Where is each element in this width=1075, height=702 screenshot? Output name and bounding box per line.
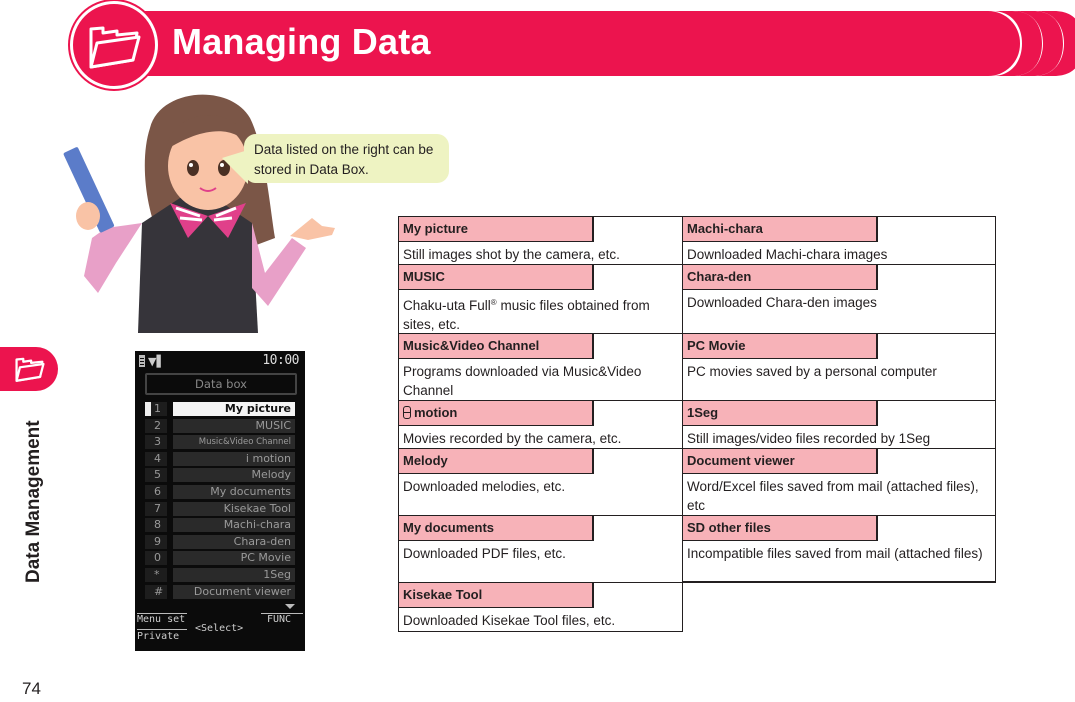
softkey-private[interactable]: Private (137, 631, 180, 642)
menu-key: 9 (145, 535, 167, 549)
menu-key: 5 (145, 468, 167, 482)
menu-item-i-motion[interactable] (145, 451, 297, 468)
menu-item-label: My picture (173, 402, 295, 416)
screen-title: Data box (145, 373, 297, 395)
menu-item-music-video-channel[interactable] (145, 434, 297, 451)
section-label: Data Management (23, 420, 44, 583)
softkey-menu-set[interactable]: Menu set (137, 614, 186, 625)
table-cell-melody (398, 448, 683, 516)
softkey-divider (137, 629, 187, 630)
cell-header: PC Movie (683, 334, 878, 359)
menu-item-label: Music&Video Channel (173, 435, 295, 449)
table-cell-1seg (682, 400, 996, 449)
folder-badge (70, 1, 158, 89)
menu-item-my-picture[interactable] (145, 401, 297, 418)
phone-screen-data-box (135, 351, 305, 651)
menu-item-pc-movie[interactable] (145, 550, 297, 567)
menu-item-label: 1Seg (173, 568, 295, 582)
cell-header: Music&Video Channel (399, 334, 594, 359)
cell-header: Document viewer (683, 449, 878, 474)
menu-key: 2 (145, 419, 167, 433)
softkey-func[interactable]: FUNC (267, 614, 292, 625)
cell-header: Machi-chara (683, 217, 878, 242)
menu-key: 7 (145, 502, 167, 516)
cell-description: Programs downloaded via Music&Video Channel (403, 364, 642, 398)
page-number: 74 (22, 679, 41, 698)
menu-key: 6 (145, 485, 167, 499)
menu-item-music[interactable] (145, 418, 297, 435)
cell-header: motion (399, 401, 594, 426)
table-cell-document-viewer (682, 448, 996, 516)
speech-bubble-line: Data listed on the right can be (254, 142, 434, 157)
cell-description: Downloaded Chara-den images (687, 295, 877, 310)
menu-item-label: Chara-den (173, 535, 295, 549)
menu-item-label: Document viewer (173, 585, 295, 599)
menu-key: # (145, 585, 167, 599)
table-cell-music (398, 264, 683, 334)
menu-item-my-documents[interactable] (145, 484, 297, 501)
i-motion-icon (403, 406, 411, 419)
status-bar (139, 353, 301, 369)
cell-header: Melody (399, 449, 594, 474)
cell-header: SD other files (683, 516, 878, 541)
cell-description: PC movies saved by a personal computer (687, 364, 937, 379)
menu-item-label: Melody (173, 468, 295, 482)
guide-character-illustration (60, 88, 350, 333)
open-hand-shape (290, 218, 335, 240)
cell-description: Downloaded Machi-chara images (687, 247, 888, 262)
menu-key: 4 (145, 452, 167, 466)
table-cell-sd-other-files (682, 515, 996, 583)
menu-item-label: Machi-chara (173, 518, 295, 532)
table-cell-chara-den (682, 264, 996, 334)
clock: 10:00 (262, 353, 299, 368)
folder-icon (14, 355, 46, 383)
cell-header: My documents (399, 516, 594, 541)
cell-header: 1Seg (683, 401, 878, 426)
folder-icon (87, 21, 143, 71)
cell-description: Downloaded Kisekae Tool files, etc. (403, 613, 616, 628)
cell-description: Movies recorded by the camera, etc. (403, 431, 622, 446)
signal-bars-icon: ▼▌ (148, 355, 165, 368)
table-cell-machi-chara (682, 216, 996, 265)
section-tab (0, 347, 58, 391)
menu-key: 3 (145, 435, 167, 449)
menu-item-machi-chara[interactable] (145, 517, 297, 534)
cell-header: My picture (399, 217, 594, 242)
softkey-select[interactable]: <Select> (195, 623, 244, 634)
cell-description: Still images/video files recorded by 1Seg (687, 431, 931, 446)
table-cell-pc-movie (682, 333, 996, 401)
battery-icon (139, 355, 145, 367)
table-cell-my-picture (398, 216, 683, 265)
menu-item-label: i motion (173, 452, 295, 466)
menu-item-label: Kisekae Tool (173, 502, 295, 516)
cell-description: Chaku-uta Full® music files obtained from sites, etc. (403, 298, 650, 332)
menu-item-chara-den[interactable] (145, 534, 297, 551)
banner-chevron-decoration (1034, 11, 1075, 76)
speech-bubble (244, 134, 449, 183)
menu-key: 1 (145, 402, 167, 416)
table-cell-music-video-channel (398, 333, 683, 401)
menu-item-melody[interactable] (145, 467, 297, 484)
table-cell-my-documents (398, 515, 683, 583)
cell-description: Downloaded PDF files, etc. (403, 546, 566, 561)
cell-header: MUSIC (399, 265, 594, 290)
cell-description: Word/Excel files saved from mail (attached files), etc (687, 479, 979, 513)
menu-item-kisekae-tool[interactable] (145, 501, 297, 518)
cell-description: Still images shot by the camera, etc. (403, 247, 620, 262)
table-cell-i-motion (398, 400, 683, 449)
menu-key: * (145, 568, 167, 582)
speech-bubble-line: stored in Data Box. (254, 162, 369, 177)
table-cell-kisekae-tool (398, 582, 683, 632)
menu-key: 8 (145, 518, 167, 532)
menu-key: 0 (145, 551, 167, 565)
cell-header: Kisekae Tool (399, 583, 594, 608)
cell-description: Downloaded melodies, etc. (403, 479, 566, 494)
cell-header: Chara-den (683, 265, 878, 290)
scroll-down-arrow-icon (285, 604, 295, 609)
menu-item-1seg[interactable] (145, 567, 297, 584)
cell-description: Incompatible files saved from mail (attached files) (687, 546, 983, 561)
data-box-menu (145, 401, 297, 600)
menu-item-document-viewer[interactable] (145, 584, 297, 601)
menu-item-label: PC Movie (173, 551, 295, 565)
page-title: Managing Data (172, 21, 431, 62)
menu-item-label: MUSIC (173, 419, 295, 433)
menu-item-label: My documents (173, 485, 295, 499)
left-arm-shape (84, 223, 142, 293)
